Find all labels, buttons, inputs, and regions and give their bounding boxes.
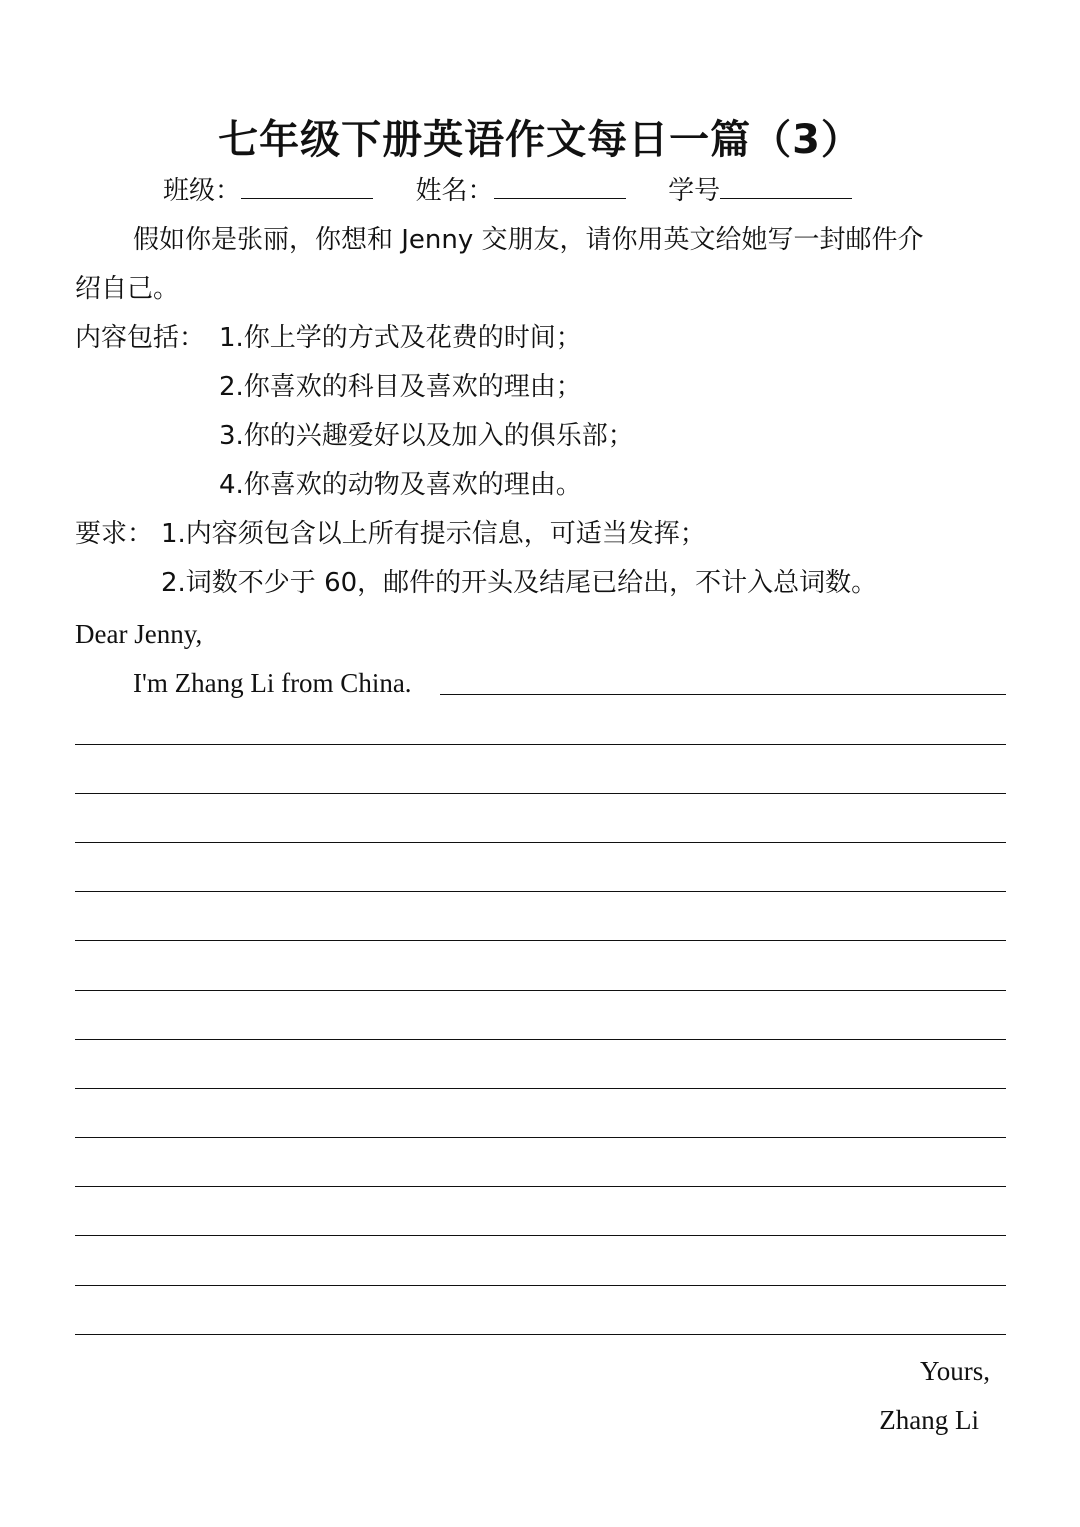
prompt-line-2: 绍自己。 — [75, 274, 180, 304]
letter-signature: Zhang Li — [879, 1405, 979, 1435]
student-info-row — [163, 172, 852, 209]
writing-line[interactable] — [75, 1137, 1006, 1138]
writing-line[interactable] — [75, 744, 1006, 745]
content-item-1: 1.你上学的方式及花费的时间； — [219, 323, 582, 353]
writing-line[interactable] — [75, 1088, 1006, 1089]
content-label: 内容包括： — [75, 323, 206, 353]
content-item-3: 3.你的兴趣爱好以及加入的俱乐部； — [219, 421, 634, 451]
letter-opening: I'm Zhang Li from China. — [133, 668, 412, 698]
requirements-label: 要求： — [75, 519, 154, 549]
writing-line[interactable] — [75, 1186, 1006, 1187]
worksheet-title: 七年级下册英语作文每日一篇（3） — [218, 117, 862, 163]
content-item-2: 2.你喜欢的科目及喜欢的理由； — [219, 372, 582, 402]
letter-greeting: Dear Jenny, — [75, 619, 203, 649]
requirement-item-1: 1.内容须包含以上所有提示信息，可适当发挥； — [161, 519, 706, 549]
writing-line[interactable] — [75, 1285, 1006, 1286]
class-label: 班级： — [163, 176, 242, 206]
writing-line[interactable] — [75, 793, 1006, 794]
writing-line[interactable] — [75, 842, 1006, 843]
writing-line[interactable] — [75, 940, 1006, 941]
writing-line[interactable] — [75, 891, 1006, 892]
writing-line[interactable] — [75, 1334, 1006, 1335]
name-blank[interactable] — [494, 172, 626, 199]
number-blank[interactable] — [720, 172, 852, 199]
name-label: 姓名： — [415, 176, 494, 206]
letter-closing: Yours, — [919, 1356, 990, 1386]
content-item-4: 4.你喜欢的动物及喜欢的理由。 — [219, 470, 582, 500]
writing-line[interactable] — [75, 1235, 1006, 1236]
number-label: 学号 — [668, 176, 721, 206]
writing-line-first[interactable] — [440, 694, 1006, 695]
writing-line[interactable] — [75, 990, 1006, 991]
requirement-item-2: 2.词数不少于 60，邮件的开头及结尾已给出，不计入总词数。 — [161, 568, 878, 598]
prompt-line-1: 假如你是张丽，你想和 Jenny 交朋友，请你用英文给她写一封邮件介 — [133, 225, 924, 255]
class-blank[interactable] — [241, 172, 373, 199]
writing-line[interactable] — [75, 1039, 1006, 1040]
